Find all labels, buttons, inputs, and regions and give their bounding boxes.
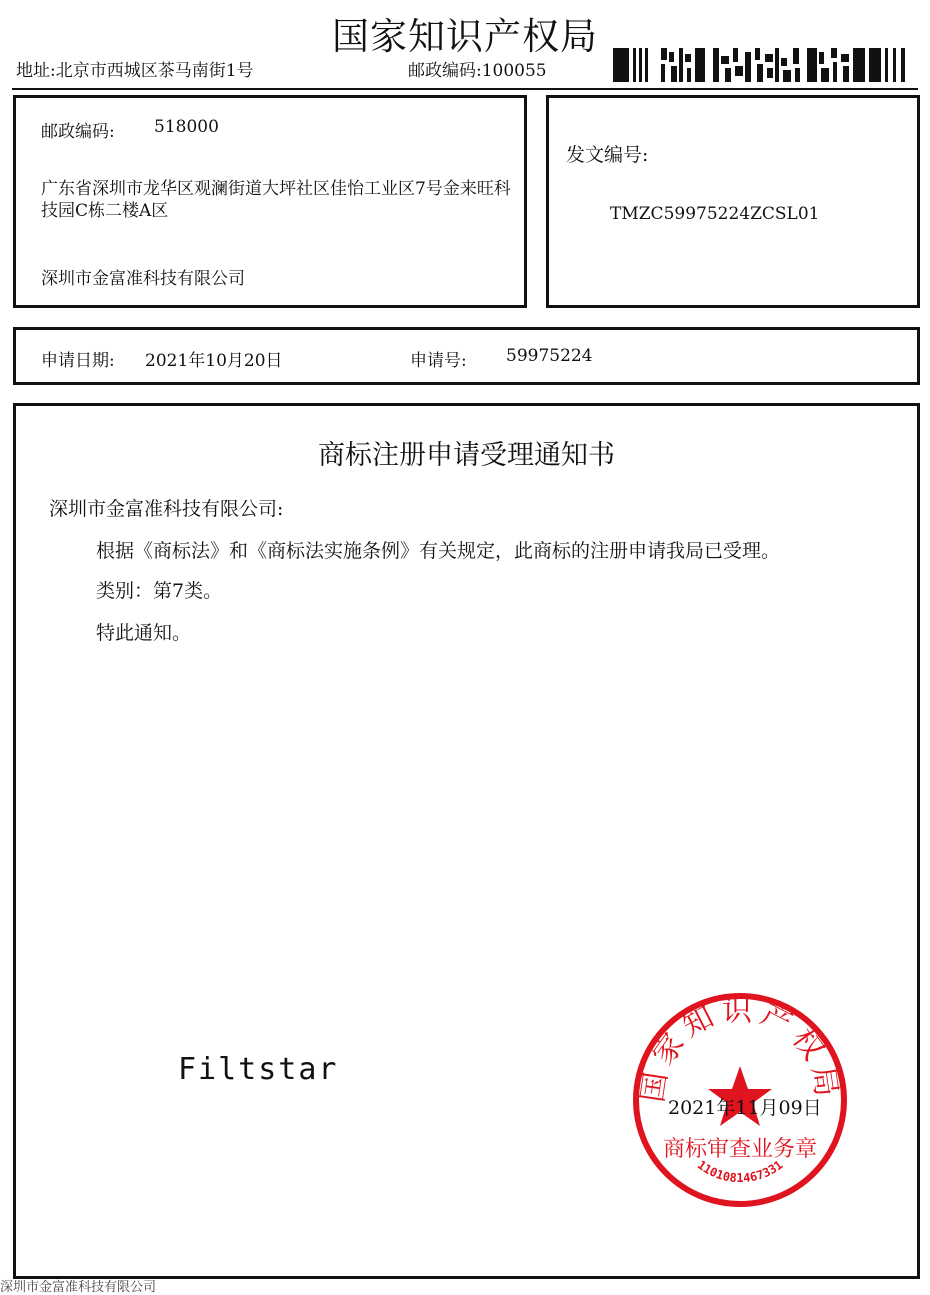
doc-number-box bbox=[546, 95, 920, 308]
recipient-postcode: 518000 bbox=[154, 117, 219, 137]
recipient-company: 深圳市金富准科技有限公司 bbox=[41, 269, 245, 289]
trademark-name: Filtstar bbox=[178, 1052, 339, 1087]
application-number: 59975224 bbox=[506, 346, 593, 366]
seal-serial: 1101081467331 bbox=[694, 1157, 786, 1186]
office-address: 地址:北京市西城区茶马南街1号 bbox=[16, 61, 254, 81]
notice-body-line: 根据《商标法》和《商标法实施条例》有关规定，此商标的注册申请我局已受理。 bbox=[96, 540, 781, 562]
doc-number-value: TMZC59975224ZCSL01 bbox=[610, 204, 820, 224]
application-number-label: 申请号: bbox=[410, 351, 467, 371]
doc-number-label: 发文编号: bbox=[566, 144, 649, 166]
notice-title: 商标注册申请受理通知书 bbox=[318, 440, 615, 471]
office-title: 国家知识产权局 bbox=[332, 15, 598, 58]
seal-bottom-text: 商标审查业务章 bbox=[662, 1137, 818, 1162]
footer-text: 深圳市金富准科技有限公司 bbox=[0, 1280, 157, 1295]
application-date-label: 申请日期: bbox=[41, 351, 115, 371]
notice-greeting: 深圳市金富准科技有限公司: bbox=[49, 498, 284, 520]
application-date: 2021年10月20日 bbox=[145, 351, 283, 371]
seal-arc-text: 国家知识产权局 bbox=[635, 993, 845, 1105]
recipient-address: 广东省深圳市龙华区观澜街道大坪社区佳怡工业区7号金来旺科技园C栋二楼A区 bbox=[41, 179, 511, 221]
office-postcode: 邮政编码:100055 bbox=[408, 61, 547, 81]
barcode-icon bbox=[613, 48, 913, 82]
notice-date: 2021年11月09日 bbox=[668, 1097, 822, 1119]
notice-class-line: 类别：第7类。 bbox=[96, 580, 223, 602]
header-rule bbox=[12, 88, 918, 90]
notice-closing-line: 特此通知。 bbox=[96, 622, 192, 644]
recipient-postcode-label: 邮政编码: bbox=[41, 122, 115, 142]
